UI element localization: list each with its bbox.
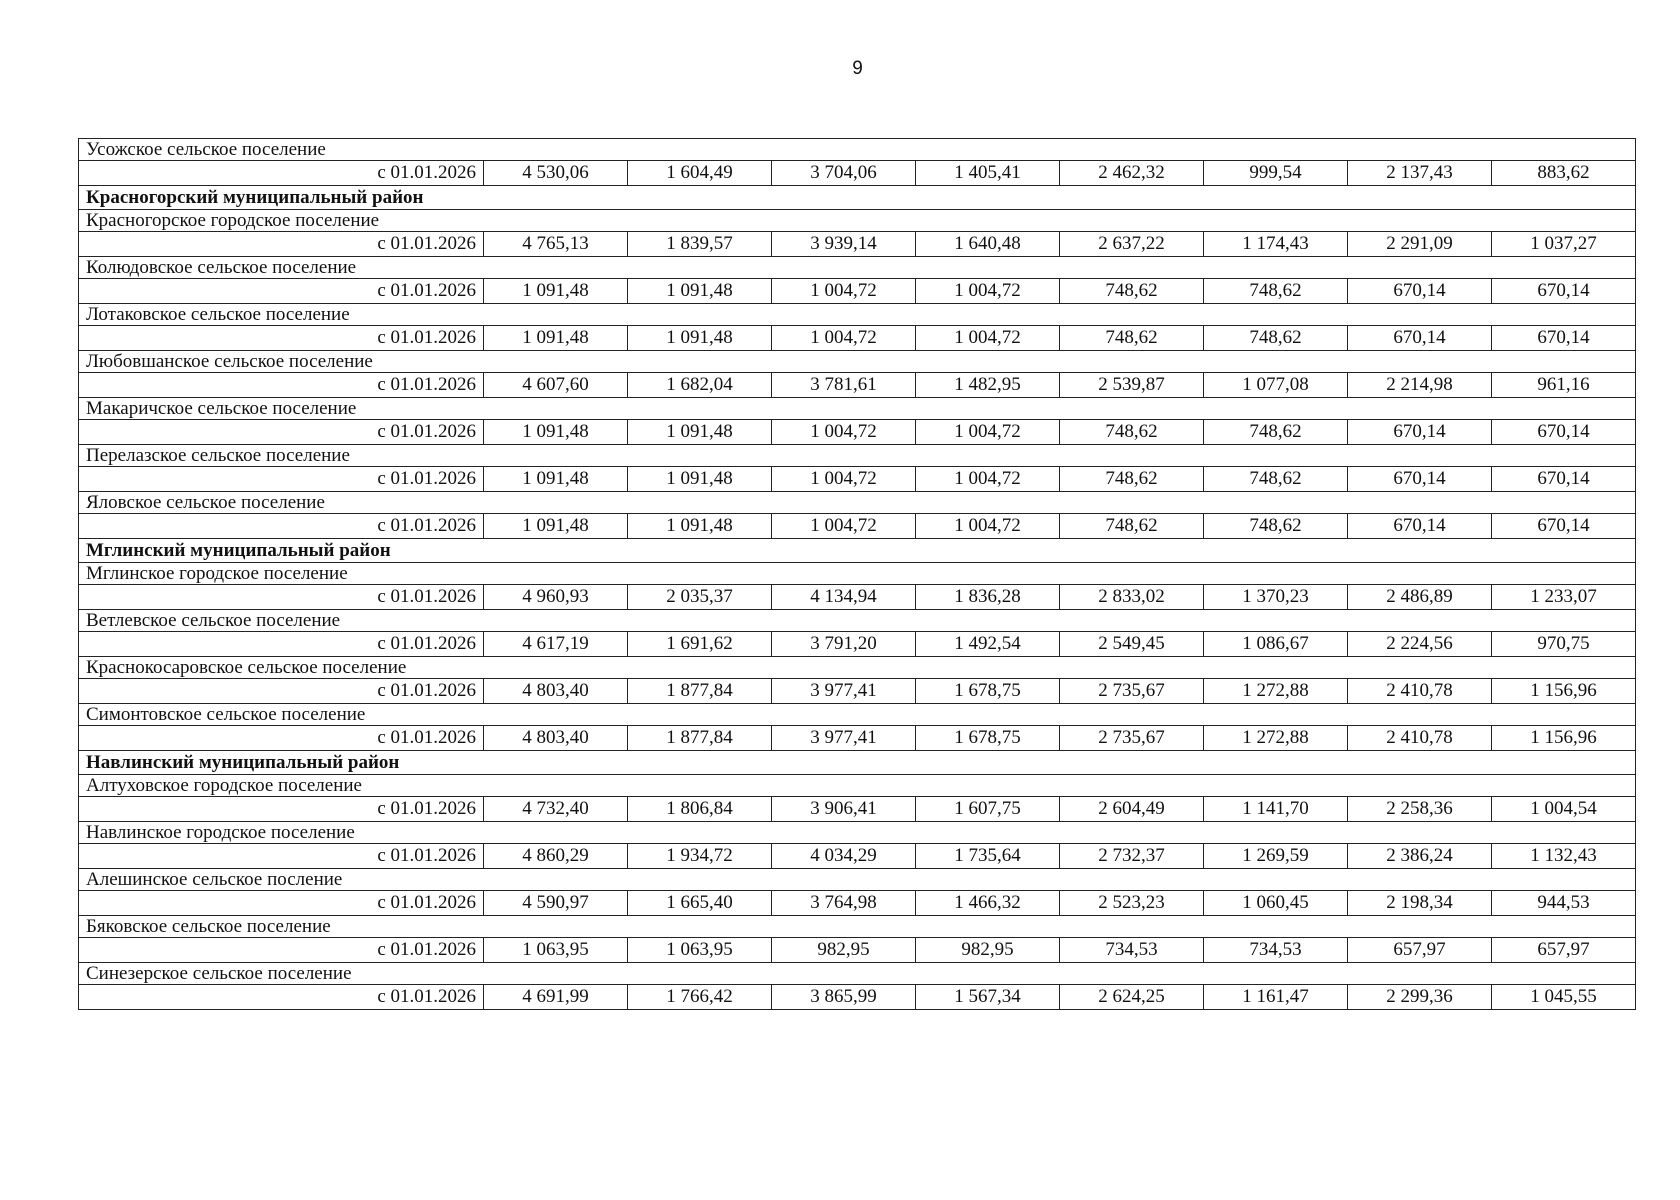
- tariff-value-cell: 1 091,48: [484, 467, 628, 492]
- tariff-data-row: [79, 938, 1636, 963]
- tariff-value-cell: 670,14: [1492, 514, 1636, 539]
- tariff-value-cell: 2 735,67: [1060, 726, 1204, 751]
- settlement-name: Краснокосаровское сельское поселение: [79, 657, 1636, 679]
- tariff-value-cell: 1 691,62: [628, 632, 772, 657]
- tariff-value-cell: 1 063,95: [484, 938, 628, 963]
- tariff-value-cell: 1 004,72: [772, 326, 916, 351]
- tariff-value-cell: 4 617,19: [484, 632, 628, 657]
- tariff-value-cell: 1 678,75: [916, 679, 1060, 704]
- tariff-data-row: [79, 632, 1636, 657]
- page-number: 9: [852, 58, 863, 79]
- tariff-value-cell: 944,53: [1492, 891, 1636, 916]
- tariff-value-cell: 1 004,54: [1492, 797, 1636, 822]
- tariff-value-cell: 748,62: [1204, 420, 1348, 445]
- tariff-value-cell: 2 624,25: [1060, 985, 1204, 1010]
- tariff-value-cell: 670,14: [1492, 467, 1636, 492]
- tariff-value-cell: 2 258,36: [1348, 797, 1492, 822]
- tariff-value-cell: 1 091,48: [628, 326, 772, 351]
- tariff-value-cell: 1 156,96: [1492, 679, 1636, 704]
- settlement-row: [79, 398, 1636, 420]
- tariff-value-cell: 2 214,98: [1348, 373, 1492, 398]
- settlement-row: [79, 492, 1636, 514]
- tariff-value-cell: 4 765,13: [484, 232, 628, 257]
- tariff-value-cell: 657,97: [1492, 938, 1636, 963]
- tariff-value-cell: 748,62: [1060, 467, 1204, 492]
- tariff-data-row: [79, 985, 1636, 1010]
- tariff-value-cell: 1 766,42: [628, 985, 772, 1010]
- tariff-value-cell: 670,14: [1348, 279, 1492, 304]
- settlement-name: Алтуховское городское поселение: [79, 775, 1636, 797]
- tariff-value-cell: 1 004,72: [772, 467, 916, 492]
- tariff-data-row: [79, 420, 1636, 445]
- settlement-row: [79, 657, 1636, 679]
- effective-date-cell: с 01.01.2026: [79, 373, 484, 398]
- tariff-value-cell: 4 530,06: [484, 161, 628, 186]
- settlement-name: Синезерское сельское поселение: [79, 963, 1636, 985]
- settlement-name: Колюдовское сельское поселение: [79, 257, 1636, 279]
- tariff-value-cell: 1 077,08: [1204, 373, 1348, 398]
- tariff-value-cell: 4 607,60: [484, 373, 628, 398]
- effective-date-cell: с 01.01.2026: [79, 326, 484, 351]
- tariff-value-cell: 1 004,72: [916, 467, 1060, 492]
- tariff-value-cell: 1 806,84: [628, 797, 772, 822]
- tariff-value-cell: 748,62: [1060, 326, 1204, 351]
- tariff-value-cell: 4 860,29: [484, 844, 628, 869]
- tariff-value-cell: 883,62: [1492, 161, 1636, 186]
- tariff-value-cell: 3 791,20: [772, 632, 916, 657]
- tariff-value-cell: 2 637,22: [1060, 232, 1204, 257]
- tariff-value-cell: 1 839,57: [628, 232, 772, 257]
- settlement-name: Мглинское городское поселение: [79, 563, 1636, 585]
- tariff-value-cell: 2 539,87: [1060, 373, 1204, 398]
- tariff-value-cell: 2 833,02: [1060, 585, 1204, 610]
- tariff-value-cell: 1 161,47: [1204, 985, 1348, 1010]
- effective-date-cell: с 01.01.2026: [79, 726, 484, 751]
- effective-date-cell: с 01.01.2026: [79, 279, 484, 304]
- tariff-value-cell: 1 607,75: [916, 797, 1060, 822]
- tariff-data-row: [79, 161, 1636, 186]
- tariff-value-cell: 1 091,48: [484, 420, 628, 445]
- tariff-value-cell: 1 004,72: [916, 326, 1060, 351]
- tariff-value-cell: 982,95: [772, 938, 916, 963]
- tariff-value-cell: 2 549,45: [1060, 632, 1204, 657]
- tariff-value-cell: 2 035,37: [628, 585, 772, 610]
- effective-date-cell: с 01.01.2026: [79, 514, 484, 539]
- tariff-table: [78, 138, 1636, 1010]
- effective-date-cell: с 01.01.2026: [79, 797, 484, 822]
- settlement-name: Навлинское городское поселение: [79, 822, 1636, 844]
- tariff-data-row: [79, 679, 1636, 704]
- settlement-name: Перелазское сельское поселение: [79, 445, 1636, 467]
- effective-date-cell: с 01.01.2026: [79, 632, 484, 657]
- tariff-value-cell: 748,62: [1060, 514, 1204, 539]
- tariff-value-cell: 3 781,61: [772, 373, 916, 398]
- tariff-data-row: [79, 467, 1636, 492]
- tariff-value-cell: 1 934,72: [628, 844, 772, 869]
- district-row: [79, 751, 1636, 775]
- settlement-name: Яловское сельское поселение: [79, 492, 1636, 514]
- tariff-value-cell: 982,95: [916, 938, 1060, 963]
- effective-date-cell: с 01.01.2026: [79, 161, 484, 186]
- tariff-value-cell: 1 060,45: [1204, 891, 1348, 916]
- tariff-value-cell: 748,62: [1204, 467, 1348, 492]
- effective-date-cell: с 01.01.2026: [79, 891, 484, 916]
- district-row: [79, 539, 1636, 563]
- tariff-value-cell: 4 034,29: [772, 844, 916, 869]
- tariff-value-cell: 2 299,36: [1348, 985, 1492, 1010]
- tariff-value-cell: 670,14: [1348, 467, 1492, 492]
- tariff-value-cell: 1 004,72: [772, 420, 916, 445]
- settlement-name: Макаричское сельское поселение: [79, 398, 1636, 420]
- tariff-value-cell: 4 691,99: [484, 985, 628, 1010]
- tariff-value-cell: 3 865,99: [772, 985, 916, 1010]
- tariff-value-cell: 4 134,94: [772, 585, 916, 610]
- tariff-value-cell: 2 732,37: [1060, 844, 1204, 869]
- tariff-value-cell: 3 977,41: [772, 679, 916, 704]
- tariff-data-row: [79, 373, 1636, 398]
- tariff-value-cell: 1 877,84: [628, 679, 772, 704]
- tariff-value-cell: 2 291,09: [1348, 232, 1492, 257]
- tariff-value-cell: 1 405,41: [916, 161, 1060, 186]
- effective-date-cell: с 01.01.2026: [79, 985, 484, 1010]
- district-heading: Красногорский муниципальный район: [79, 186, 1636, 210]
- tariff-value-cell: 4 803,40: [484, 679, 628, 704]
- tariff-value-cell: 1 735,64: [916, 844, 1060, 869]
- effective-date-cell: с 01.01.2026: [79, 585, 484, 610]
- tariff-value-cell: 2 486,89: [1348, 585, 1492, 610]
- tariff-value-cell: 1 269,59: [1204, 844, 1348, 869]
- tariff-value-cell: 1 370,23: [1204, 585, 1348, 610]
- tariff-data-row: [79, 232, 1636, 257]
- tariff-value-cell: 1 836,28: [916, 585, 1060, 610]
- tariff-value-cell: 748,62: [1204, 514, 1348, 539]
- tariff-value-cell: 1 132,43: [1492, 844, 1636, 869]
- tariff-data-row: [79, 844, 1636, 869]
- tariff-value-cell: 734,53: [1204, 938, 1348, 963]
- tariff-value-cell: 1 492,54: [916, 632, 1060, 657]
- settlement-row: [79, 210, 1636, 232]
- tariff-value-cell: 3 906,41: [772, 797, 916, 822]
- tariff-value-cell: 1 272,88: [1204, 679, 1348, 704]
- tariff-value-cell: 1 091,48: [628, 279, 772, 304]
- tariff-value-cell: 1 141,70: [1204, 797, 1348, 822]
- tariff-value-cell: 1 086,67: [1204, 632, 1348, 657]
- tariff-value-cell: 1 567,34: [916, 985, 1060, 1010]
- settlement-row: [79, 704, 1636, 726]
- tariff-data-row: [79, 279, 1636, 304]
- effective-date-cell: с 01.01.2026: [79, 844, 484, 869]
- tariff-value-cell: 1 174,43: [1204, 232, 1348, 257]
- tariff-value-cell: 1 063,95: [628, 938, 772, 963]
- tariff-value-cell: 1 272,88: [1204, 726, 1348, 751]
- settlement-name: Симонтовское сельское поселение: [79, 704, 1636, 726]
- tariff-value-cell: 1 091,48: [628, 514, 772, 539]
- effective-date-cell: с 01.01.2026: [79, 467, 484, 492]
- tariff-value-cell: 3 939,14: [772, 232, 916, 257]
- effective-date-cell: с 01.01.2026: [79, 938, 484, 963]
- tariff-value-cell: 3 764,98: [772, 891, 916, 916]
- tariff-value-cell: 657,97: [1348, 938, 1492, 963]
- tariff-value-cell: 1 091,48: [484, 279, 628, 304]
- tariff-value-cell: 1 091,48: [628, 467, 772, 492]
- tariff-value-cell: 1 091,48: [628, 420, 772, 445]
- tariff-value-cell: 670,14: [1492, 326, 1636, 351]
- tariff-value-cell: 1 091,48: [484, 326, 628, 351]
- settlement-name: Усожское сельское поселение: [79, 139, 1636, 161]
- tariff-value-cell: 748,62: [1204, 279, 1348, 304]
- tariff-value-cell: 2 224,56: [1348, 632, 1492, 657]
- tariff-value-cell: 2 386,24: [1348, 844, 1492, 869]
- tariff-value-cell: 670,14: [1492, 420, 1636, 445]
- tariff-value-cell: 1 156,96: [1492, 726, 1636, 751]
- tariff-value-cell: 2 198,34: [1348, 891, 1492, 916]
- tariff-value-cell: 1 678,75: [916, 726, 1060, 751]
- tariff-data-row: [79, 891, 1636, 916]
- tariff-data-row: [79, 726, 1636, 751]
- tariff-value-cell: 2 604,49: [1060, 797, 1204, 822]
- settlement-name: Лотаковское сельское поселение: [79, 304, 1636, 326]
- effective-date-cell: с 01.01.2026: [79, 232, 484, 257]
- tariff-value-cell: 2 462,32: [1060, 161, 1204, 186]
- settlement-row: [79, 304, 1636, 326]
- tariff-value-cell: 1 045,55: [1492, 985, 1636, 1010]
- tariff-value-cell: 2 137,43: [1348, 161, 1492, 186]
- tariff-value-cell: 1 665,40: [628, 891, 772, 916]
- tariff-value-cell: 999,54: [1204, 161, 1348, 186]
- settlement-row: [79, 351, 1636, 373]
- tariff-value-cell: 1 004,72: [916, 514, 1060, 539]
- settlement-name: Красногорское городское поселение: [79, 210, 1636, 232]
- tariff-value-cell: 2 523,23: [1060, 891, 1204, 916]
- tariff-value-cell: 1 004,72: [772, 279, 916, 304]
- tariff-value-cell: 670,14: [1492, 279, 1636, 304]
- tariff-value-cell: 2 410,78: [1348, 726, 1492, 751]
- tariff-value-cell: 748,62: [1204, 326, 1348, 351]
- tariff-value-cell: 1 091,48: [484, 514, 628, 539]
- district-heading: Навлинский муниципальный район: [79, 751, 1636, 775]
- tariff-value-cell: 1 640,48: [916, 232, 1060, 257]
- tariff-value-cell: 4 960,93: [484, 585, 628, 610]
- tariff-value-cell: 670,14: [1348, 326, 1492, 351]
- tariff-data-row: [79, 514, 1636, 539]
- tariff-value-cell: 748,62: [1060, 420, 1204, 445]
- tariff-value-cell: 4 590,97: [484, 891, 628, 916]
- tariff-value-cell: 961,16: [1492, 373, 1636, 398]
- effective-date-cell: с 01.01.2026: [79, 420, 484, 445]
- tariff-value-cell: 3 977,41: [772, 726, 916, 751]
- settlement-row: [79, 775, 1636, 797]
- settlement-row: [79, 445, 1636, 467]
- tariff-value-cell: 2 735,67: [1060, 679, 1204, 704]
- district-row: [79, 186, 1636, 210]
- tariff-value-cell: 748,62: [1060, 279, 1204, 304]
- settlement-row: [79, 822, 1636, 844]
- settlement-row: [79, 563, 1636, 585]
- tariff-value-cell: 1 877,84: [628, 726, 772, 751]
- settlement-row: [79, 916, 1636, 938]
- tariff-value-cell: 670,14: [1348, 420, 1492, 445]
- settlement-row: [79, 610, 1636, 632]
- tariff-value-cell: 1 466,32: [916, 891, 1060, 916]
- tariff-value-cell: 1 682,04: [628, 373, 772, 398]
- tariff-value-cell: 970,75: [1492, 632, 1636, 657]
- settlement-name: Бяковское сельское поселение: [79, 916, 1636, 938]
- tariff-value-cell: 1 482,95: [916, 373, 1060, 398]
- tariff-value-cell: 1 004,72: [772, 514, 916, 539]
- settlement-row: [79, 963, 1636, 985]
- tariff-value-cell: 4 803,40: [484, 726, 628, 751]
- tariff-value-cell: 2 410,78: [1348, 679, 1492, 704]
- tariff-value-cell: 1 037,27: [1492, 232, 1636, 257]
- tariff-data-row: [79, 797, 1636, 822]
- tariff-value-cell: 1 004,72: [916, 279, 1060, 304]
- tariff-value-cell: 1 233,07: [1492, 585, 1636, 610]
- tariff-table-body: [79, 139, 1636, 1010]
- settlement-row: [79, 869, 1636, 891]
- settlement-row: [79, 139, 1636, 161]
- district-heading: Мглинский муниципальный район: [79, 539, 1636, 563]
- settlement-name: Любовшанское сельское поселение: [79, 351, 1636, 373]
- tariff-value-cell: 670,14: [1348, 514, 1492, 539]
- tariff-value-cell: 3 704,06: [772, 161, 916, 186]
- tariff-data-row: [79, 585, 1636, 610]
- tariff-value-cell: 1 004,72: [916, 420, 1060, 445]
- tariff-value-cell: 734,53: [1060, 938, 1204, 963]
- settlement-name: Ветлевское сельское поселение: [79, 610, 1636, 632]
- tariff-data-row: [79, 326, 1636, 351]
- settlement-row: [79, 257, 1636, 279]
- settlement-name: Алешинское сельское посление: [79, 869, 1636, 891]
- tariff-value-cell: 1 604,49: [628, 161, 772, 186]
- effective-date-cell: с 01.01.2026: [79, 679, 484, 704]
- tariff-value-cell: 4 732,40: [484, 797, 628, 822]
